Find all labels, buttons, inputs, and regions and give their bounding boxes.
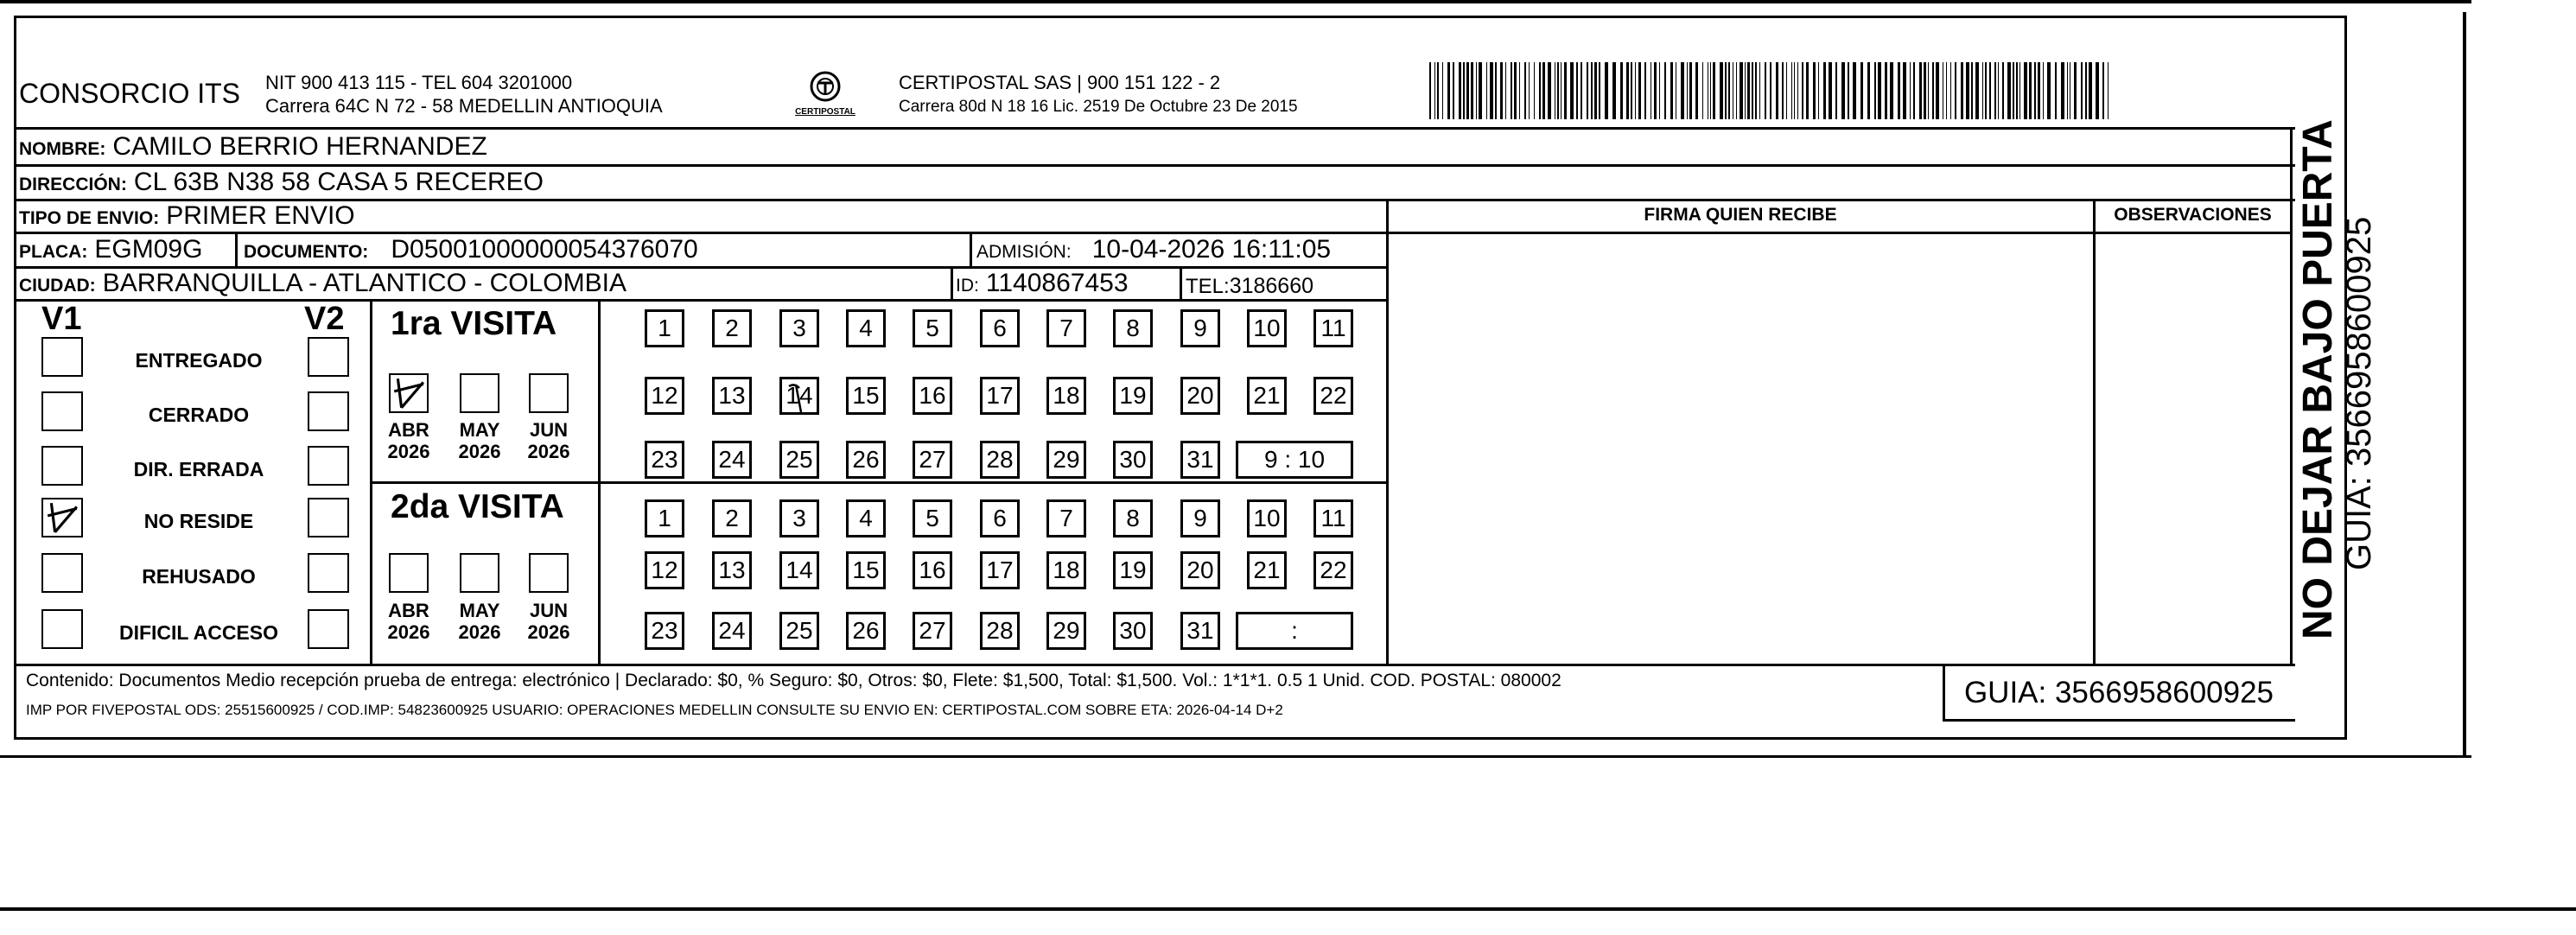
month-checkbox[interactable] (460, 553, 499, 593)
day-box[interactable] (1247, 551, 1287, 589)
admision-label: ADMISIÓN: (976, 242, 1072, 262)
placa-value: EGM09G (94, 235, 203, 264)
day-box[interactable] (645, 612, 684, 650)
month-name: JUN (529, 600, 568, 621)
day-box[interactable] (1046, 309, 1086, 347)
day-box[interactable] (913, 612, 952, 650)
day-box[interactable] (1180, 612, 1220, 650)
documento-value: D05001000000054376070 (391, 235, 698, 264)
day-number: 13 (718, 382, 746, 409)
month-name: ABR (388, 419, 429, 441)
status-v1-checkbox[interactable] (41, 609, 83, 649)
day-box[interactable] (1247, 377, 1287, 415)
month-name: JUN (529, 419, 568, 441)
barcode (1426, 62, 2117, 119)
certipostal-logo-icon (782, 66, 868, 126)
company-name: CONSORCIO ITS (19, 78, 241, 109)
rule-guia-box-left (1943, 665, 1945, 721)
tipo-label: TIPO DE ENVIO: (19, 208, 160, 228)
day-box[interactable] (645, 551, 684, 589)
day-box[interactable] (1113, 441, 1153, 479)
day-box[interactable] (1113, 309, 1153, 347)
day-number: 19 (1119, 557, 1147, 583)
day-number: 26 (852, 617, 880, 644)
day-number: 8 (1126, 505, 1140, 531)
day-number: 9 (1193, 505, 1207, 531)
rule-col-firma (1386, 199, 1389, 665)
status-v1-checkbox[interactable] (41, 337, 83, 377)
day-number: 18 (1053, 382, 1080, 409)
day-box[interactable] (1247, 309, 1287, 347)
day-box[interactable] (712, 551, 752, 589)
month-name: ABR (388, 600, 429, 621)
footer-content: Contenido: Documentos Medio recepción prueba de entrega: electrónico | Declarado: $0, % Seguro: $0, Otros: $0, Flete: $1,500, Total: $1,500. Vol.: 1*1*1. 0.5 1 Unid. COD. POSTAL: 080002 (26, 671, 1562, 690)
month-checkbox[interactable] (529, 553, 569, 593)
footer-guia: GUIA: 3566958600925 (1963, 676, 2274, 709)
day-box[interactable] (1046, 612, 1086, 650)
month-label (521, 600, 576, 643)
observaciones-header: OBSERVACIONES (2114, 205, 2272, 225)
tel-cell (1186, 270, 1313, 302)
v1-header: V1 (41, 301, 82, 337)
day-number: 26 (852, 446, 880, 473)
day-box[interactable] (980, 377, 1020, 415)
day-number: 24 (718, 446, 746, 473)
month-name: MAY (459, 419, 500, 441)
day-number: 22 (1320, 382, 1347, 409)
check-x-icon (391, 375, 427, 411)
day-number: 11 (1320, 505, 1346, 531)
day-number: 14 (786, 557, 813, 583)
nombre-value: CAMILO BERRIO HERNANDEZ (112, 132, 487, 161)
day-number: 7 (1059, 315, 1073, 341)
placa-label: PLACA: (19, 242, 88, 262)
status-v2-checkbox[interactable] (308, 391, 349, 431)
logo-text: CERTIPOSTAL (795, 107, 855, 117)
day-box[interactable] (712, 612, 752, 650)
day-box[interactable] (913, 551, 952, 589)
day-number: 15 (852, 557, 880, 583)
month-label (381, 419, 436, 462)
day-number: 22 (1320, 557, 1347, 583)
scan-edge-bottom-1 (0, 755, 2471, 758)
id-value: 1140867453 (985, 269, 1129, 297)
day-box[interactable] (1113, 612, 1153, 650)
rule-id-sep (1180, 268, 1182, 299)
status-label: NO RESIDE (143, 510, 254, 532)
rule-doc-sep (970, 233, 972, 268)
day-box[interactable] (980, 441, 1020, 479)
day-box[interactable] (1180, 499, 1220, 537)
day-number: 2 (725, 505, 739, 531)
day-number: 31 (1186, 617, 1214, 644)
status-label: REHUSADO (142, 565, 256, 588)
day-box[interactable] (712, 377, 752, 415)
admision-cell (976, 234, 1331, 268)
day-number: 30 (1119, 446, 1147, 473)
day-box[interactable] (846, 377, 886, 415)
ciudad-value: BARRANQUILLA - ATLANTICO - COLOMBIA (102, 269, 627, 297)
month-year: 2026 (527, 621, 570, 643)
day-number: 17 (986, 382, 1014, 409)
carrier-address: Carrera 80d N 18 16 Lic. 2519 De Octubre 23 De 2015 (899, 98, 1298, 116)
day-box[interactable] (1113, 499, 1153, 537)
status-v2-checkbox[interactable] (308, 446, 349, 486)
company-nit: NIT 900 413 115 - TEL 604 3201000 (265, 72, 573, 93)
side-guia: GUIA: 3566958600925 (2340, 216, 2378, 570)
tel-label: TEL: (1186, 275, 1230, 298)
day-box[interactable] (1180, 377, 1220, 415)
day-number: 11 (1320, 315, 1346, 341)
rule-ciudad-sep (951, 268, 953, 299)
day-number: 27 (919, 617, 946, 644)
status-label: ENTREGADO (135, 349, 263, 372)
day-number: 12 (651, 557, 678, 583)
placa-cell (19, 234, 202, 268)
direccion-value: CL 63B N38 58 CASA 5 RECEREO (133, 168, 544, 196)
day-box[interactable] (1180, 309, 1220, 347)
day-box[interactable] (980, 309, 1020, 347)
day-number: 6 (993, 315, 1007, 341)
rule-visit-mid (370, 481, 1388, 484)
day-box[interactable] (1046, 551, 1086, 589)
day-box[interactable] (645, 499, 684, 537)
time-box[interactable]: : (1236, 612, 1353, 650)
month-year: 2026 (527, 441, 570, 462)
day-number: 12 (651, 382, 678, 409)
day-number: 1 (658, 505, 671, 531)
scan-edge-top (0, 0, 2471, 3)
tel-value: 3186660 (1229, 274, 1314, 298)
day-box[interactable] (1313, 499, 1353, 537)
status-v2-checkbox[interactable] (308, 498, 349, 537)
day-number: 19 (1119, 382, 1147, 409)
status-label: DIR. ERRADA (133, 458, 264, 480)
day-tick-icon (784, 379, 818, 414)
nombre-row (19, 131, 487, 165)
day-box[interactable] (645, 309, 684, 347)
day-number: 29 (1053, 617, 1080, 644)
day-box[interactable] (913, 441, 952, 479)
day-number: 18 (1053, 557, 1080, 583)
day-box[interactable] (1113, 377, 1153, 415)
rule-header (14, 127, 2295, 130)
day-box[interactable] (712, 441, 752, 479)
id-label: ID: (956, 276, 979, 296)
status-v2-checkbox[interactable] (308, 337, 349, 377)
day-box[interactable] (779, 441, 819, 479)
rule-col-obs (2093, 199, 2096, 665)
day-number: 21 (1253, 382, 1281, 409)
day-number: 25 (786, 446, 813, 473)
day-number: 15 (852, 382, 880, 409)
month-year: 2026 (458, 621, 501, 643)
status-v2-checkbox[interactable] (308, 553, 349, 593)
admision-value: 10-04-2026 16:11:05 (1091, 235, 1332, 264)
day-number: 5 (925, 505, 939, 531)
day-number: 9 (1193, 315, 1207, 341)
day-number: 16 (919, 557, 946, 583)
day-box[interactable] (846, 309, 886, 347)
day-number: 16 (919, 382, 946, 409)
certipostal-logo (782, 66, 868, 126)
v2-header: V2 (304, 301, 345, 337)
day-number: 31 (1186, 446, 1214, 473)
day-box[interactable] (712, 309, 752, 347)
month-label (381, 600, 436, 643)
day-box[interactable] (712, 499, 752, 537)
day-number: 28 (986, 446, 1014, 473)
day-box[interactable] (645, 441, 684, 479)
day-number: 10 (1253, 505, 1281, 531)
day-number: 25 (786, 617, 813, 644)
day-box[interactable] (846, 612, 886, 650)
footer-imp: IMP POR FIVEPOSTAL ODS: 25515600925 / COD.IMP: 54823600925 USUARIO: OPERACIONES MEDELLIN CONSULTE SU ENVIO EN: CERTIPOSTAL.COM SOBRE ETA: 2026-04-14 D+2 (26, 702, 1283, 718)
status-v1-checkbox[interactable] (41, 446, 83, 486)
day-box[interactable] (779, 612, 819, 650)
day-number: 4 (859, 505, 873, 531)
day-number: 24 (718, 617, 746, 644)
day-box[interactable] (980, 612, 1020, 650)
day-box[interactable] (913, 499, 952, 537)
month-checkbox[interactable] (460, 373, 499, 413)
day-box[interactable] (980, 499, 1020, 537)
month-checkbox[interactable] (389, 373, 429, 413)
day-number: 10 (1253, 315, 1281, 341)
day-box[interactable] (1180, 551, 1220, 589)
day-box[interactable] (779, 499, 819, 537)
documento-label: DOCUMENTO: (244, 242, 369, 262)
day-box[interactable] (779, 551, 819, 589)
status-label: CERRADO (148, 404, 250, 426)
day-number: 7 (1059, 505, 1073, 531)
time-box[interactable]: 9 : 10 (1236, 441, 1353, 479)
day-box[interactable] (913, 309, 952, 347)
day-number: 21 (1253, 557, 1281, 583)
tipo-row (19, 200, 355, 234)
day-number: 14 (786, 382, 813, 409)
status-v1-checkbox[interactable] (41, 391, 83, 431)
side-warning: NO DEJAR BAJO PUERTA (2295, 119, 2341, 639)
day-number: 8 (1126, 315, 1140, 341)
rule-footer (14, 664, 2295, 666)
month-year: 2026 (387, 621, 430, 643)
day-box[interactable] (846, 499, 886, 537)
day-box[interactable] (1046, 377, 1086, 415)
barcode-bars (1426, 62, 2117, 119)
day-number: 6 (993, 505, 1007, 531)
status-v1-checkbox[interactable] (41, 553, 83, 593)
day-box[interactable] (1313, 551, 1353, 589)
direccion-label: DIRECCIÓN: (19, 175, 127, 194)
day-box[interactable] (1180, 441, 1220, 479)
day-number: 20 (1186, 557, 1214, 583)
day-number: 4 (859, 315, 873, 341)
day-number: 3 (792, 505, 806, 531)
ciudad-cell (19, 268, 627, 302)
company-address: Carrera 64C N 72 - 58 MEDELLIN ANTIOQUIA (265, 95, 663, 117)
day-number: 29 (1053, 446, 1080, 473)
rule-col-right (2290, 130, 2293, 665)
day-number: 28 (986, 617, 1014, 644)
month-year: 2026 (458, 441, 501, 462)
status-v2-checkbox[interactable] (308, 609, 349, 649)
day-box[interactable] (913, 377, 952, 415)
direccion-row (19, 167, 544, 200)
rule-placa-sep (235, 233, 238, 268)
documento-cell (244, 234, 698, 268)
day-box[interactable] (1313, 309, 1353, 347)
status-v1-checkbox[interactable] (41, 498, 83, 537)
day-number: 2 (725, 315, 739, 341)
month-checkbox[interactable] (529, 373, 569, 413)
day-box[interactable] (779, 377, 819, 415)
nombre-label: NOMBRE: (19, 139, 106, 159)
day-box[interactable] (980, 551, 1020, 589)
month-label (521, 419, 576, 462)
month-year: 2026 (387, 441, 430, 462)
rule-ciudad (14, 299, 1388, 302)
day-number: 23 (651, 617, 678, 644)
ciudad-label: CIUDAD: (19, 276, 96, 296)
month-label (452, 419, 507, 462)
firma-header: FIRMA QUIEN RECIBE (1644, 205, 1837, 225)
day-box[interactable] (1247, 499, 1287, 537)
day-number: 3 (792, 315, 806, 341)
scan-edge-right (2463, 12, 2466, 755)
rule-guia-box-bottom (1943, 719, 2295, 722)
day-number: 27 (919, 446, 946, 473)
day-box[interactable] (645, 377, 684, 415)
month-label (452, 600, 507, 643)
status-label: DIFICIL ACCESO (118, 621, 278, 644)
month-name: MAY (459, 600, 500, 621)
check-x-icon (43, 499, 81, 536)
visit2-title: 2da VISITA (391, 488, 564, 525)
rule-direccion (14, 199, 2295, 201)
day-box[interactable] (1113, 551, 1153, 589)
day-number: 1 (658, 315, 671, 341)
carrier-name: CERTIPOSTAL SAS | 900 151 122 - 2 (899, 72, 1221, 93)
day-box[interactable] (779, 309, 819, 347)
day-number: 13 (718, 557, 746, 583)
day-box[interactable] (846, 551, 886, 589)
day-number: 30 (1119, 617, 1147, 644)
id-cell (956, 268, 1129, 302)
rule-colhdr (1386, 232, 2292, 234)
day-number: 20 (1186, 382, 1214, 409)
day-number: 5 (925, 315, 939, 341)
visit1-title: 1ra VISITA (391, 305, 557, 342)
day-box[interactable] (1046, 499, 1086, 537)
day-number: 23 (651, 446, 678, 473)
day-box[interactable] (846, 441, 886, 479)
tipo-value: PRIMER ENVIO (166, 201, 355, 230)
day-box[interactable] (1046, 441, 1086, 479)
month-checkbox[interactable] (389, 553, 429, 593)
day-box[interactable] (1313, 377, 1353, 415)
day-number: 17 (986, 557, 1014, 583)
scan-edge-bottom-2 (0, 907, 2576, 911)
